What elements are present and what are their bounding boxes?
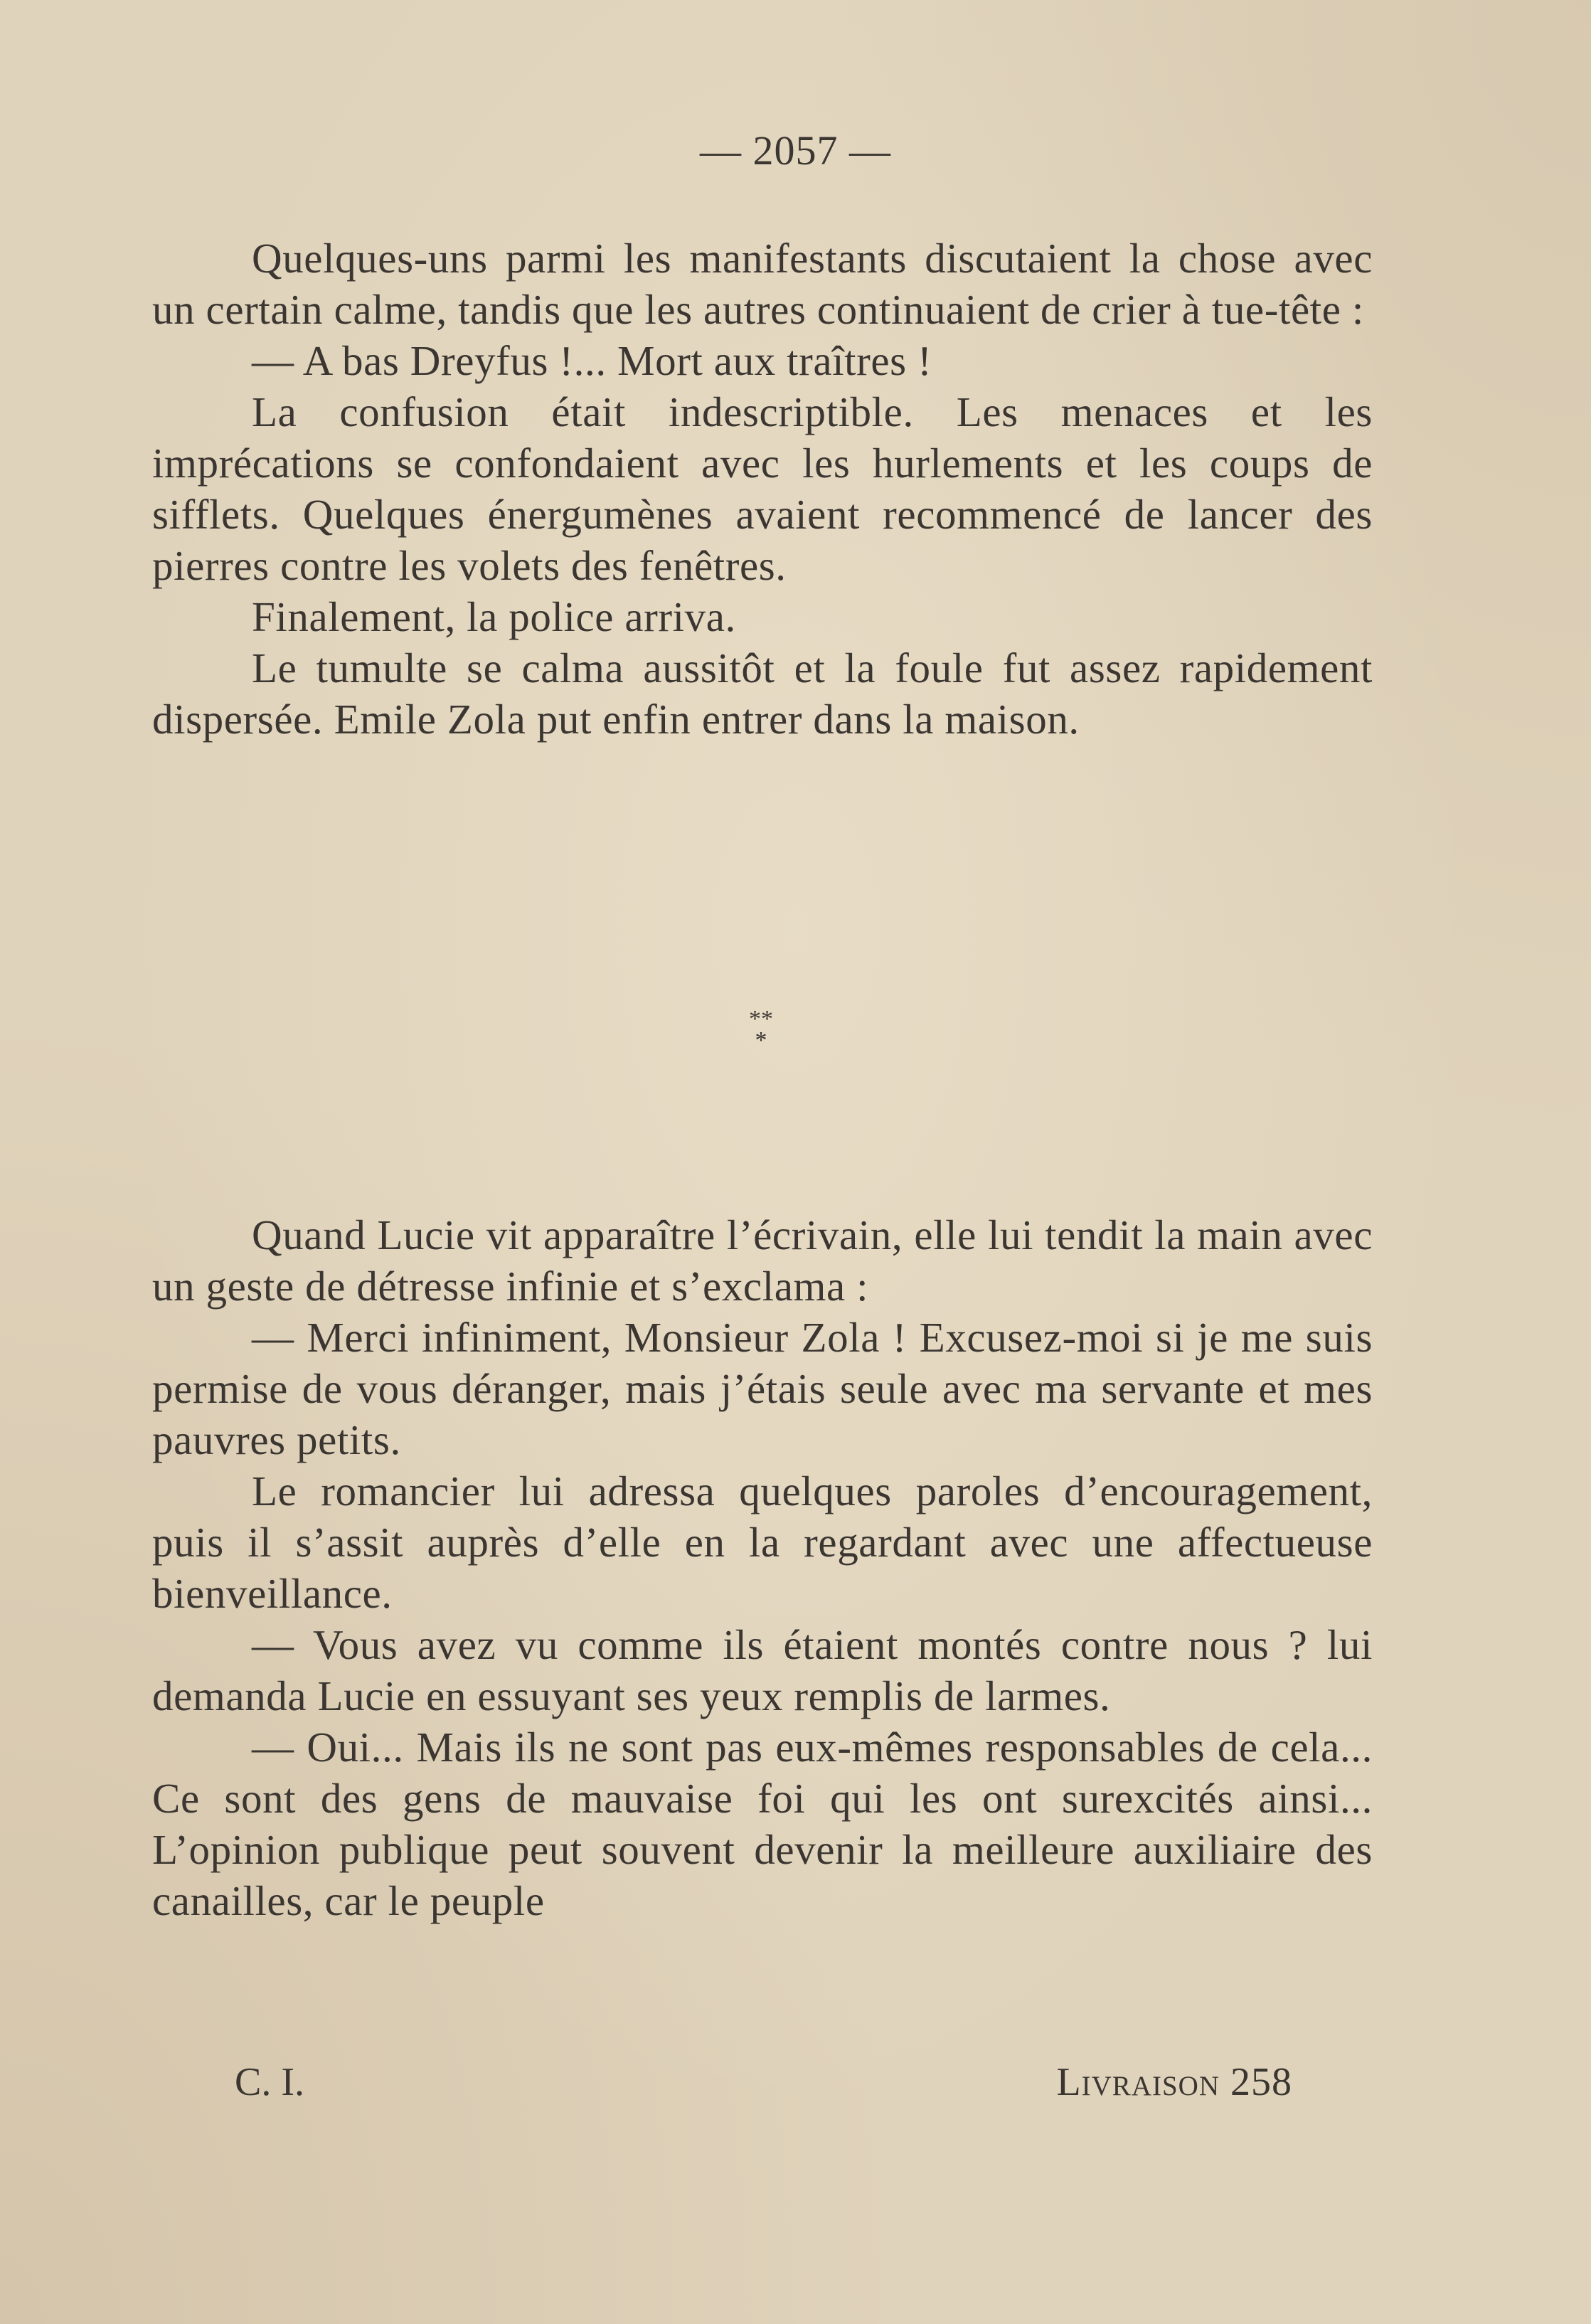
footer-signature: C. I. <box>235 2060 304 2104</box>
paragraph: Quelques-uns parmi les manifestants discutaient la chose avec un certain calme, tandis que les autres continuaient de crier à tue-tête : <box>152 235 1373 333</box>
asterism-ornament <box>729 1006 793 1058</box>
page-number: — 2057 — <box>700 127 891 174</box>
paragraph: Le romancier lui adressa quelques paroles d’encouragement, puis il s’assit auprès d’elle en la regardant avec une affectueuse bienveillance. <box>152 1468 1373 1617</box>
paragraph: Quand Lucie vit apparaître l’écrivain, elle lui tendit la main avec un geste de détresse infinie et s’exclama : <box>152 1211 1373 1310</box>
paragraph: — Vous avez vu comme ils étaient montés contre nous ? lui demanda Lucie en essuyant ses yeux remplis de larmes. <box>152 1621 1373 1719</box>
footer-issue-number: Livraison 258 <box>1056 2060 1292 2104</box>
paragraph: — Oui... Mais ils ne sont pas eux-mêmes responsables de cela... Ce sont des gens de mauvaise foi qui les ont surexcités ainsi... L’opinion publique peut souvent devenir la meilleure auxiliaire des canailles, car le peuple <box>152 1724 1373 1924</box>
ornament-bottom: * <box>755 1027 767 1054</box>
text-section-2 <box>152 1209 1373 1926</box>
paragraph: Le tumulte se calma aussitôt et la foule fut assez rapidement dispersée. Emile Zola put enfin entrer dans la maison. <box>152 644 1373 743</box>
ornament-top: ** <box>749 1006 773 1032</box>
paragraph: La confusion était indescriptible. Les menaces et les imprécations se confondaient avec les hurlements et les coups de sifflets. Quelques énergumènes avaient recommencé de lancer des pierres contre les volets des fenêtres. <box>152 388 1373 589</box>
paragraph: — A bas Dreyfus !... Mort aux traîtres ! <box>252 337 932 384</box>
text-section-1 <box>152 233 1373 745</box>
paragraph: Finalement, la police arriva. <box>252 593 736 640</box>
paragraph: — Merci infiniment, Monsieur Zola ! Excusez-moi si je me suis permise de vous déranger, mais j’étais seule avec ma servante et mes pauvres petits. <box>152 1314 1373 1463</box>
